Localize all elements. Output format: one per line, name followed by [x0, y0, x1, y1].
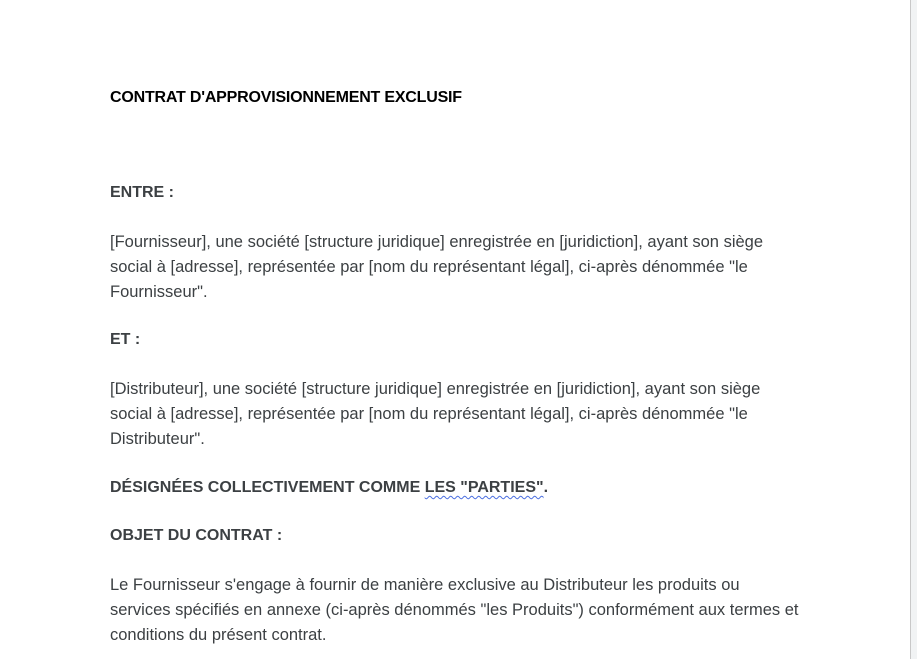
objet-heading: OBJET DU CONTRAT :: [110, 527, 283, 544]
objet-paragraph: Le Fournisseur s'engage à fournir de manière exclusive au Distributeur les produits ou services spécifiés en annexe (ci-après dénommés "les Produits") conformément aux termes et conditions du présent contrat.: [110, 576, 799, 644]
right-gutter: [911, 0, 917, 659]
spellcheck-flagged-text[interactable]: LES "PARTIES": [424, 479, 544, 496]
fournisseur-paragraph: [Fournisseur], une société [structure juridique] enregistrée en [juridiction], ayant son siège social à [adresse], représentée par [nom du représentant légal], ci-après dénommée "le Fournisseur".: [110, 233, 764, 301]
parties-heading-prefix: DÉSIGNÉES COLLECTIVEMENT COMME: [110, 479, 425, 496]
parties-heading: [110, 479, 548, 497]
entre-heading: ENTRE :: [110, 184, 174, 201]
document-title: CONTRAT D'APPROVISIONNEMENT EXCLUSIF: [110, 89, 462, 106]
parties-heading-suffix: .: [543, 479, 549, 496]
et-heading: ET :: [110, 331, 141, 348]
distributeur-paragraph: [Distributeur], une société [structure juridique] enregistrée en [juridiction], ayant son siège social à [adresse], représentée par [nom du représentant légal], ci-après dénommée "le Distributeur".: [110, 380, 761, 448]
